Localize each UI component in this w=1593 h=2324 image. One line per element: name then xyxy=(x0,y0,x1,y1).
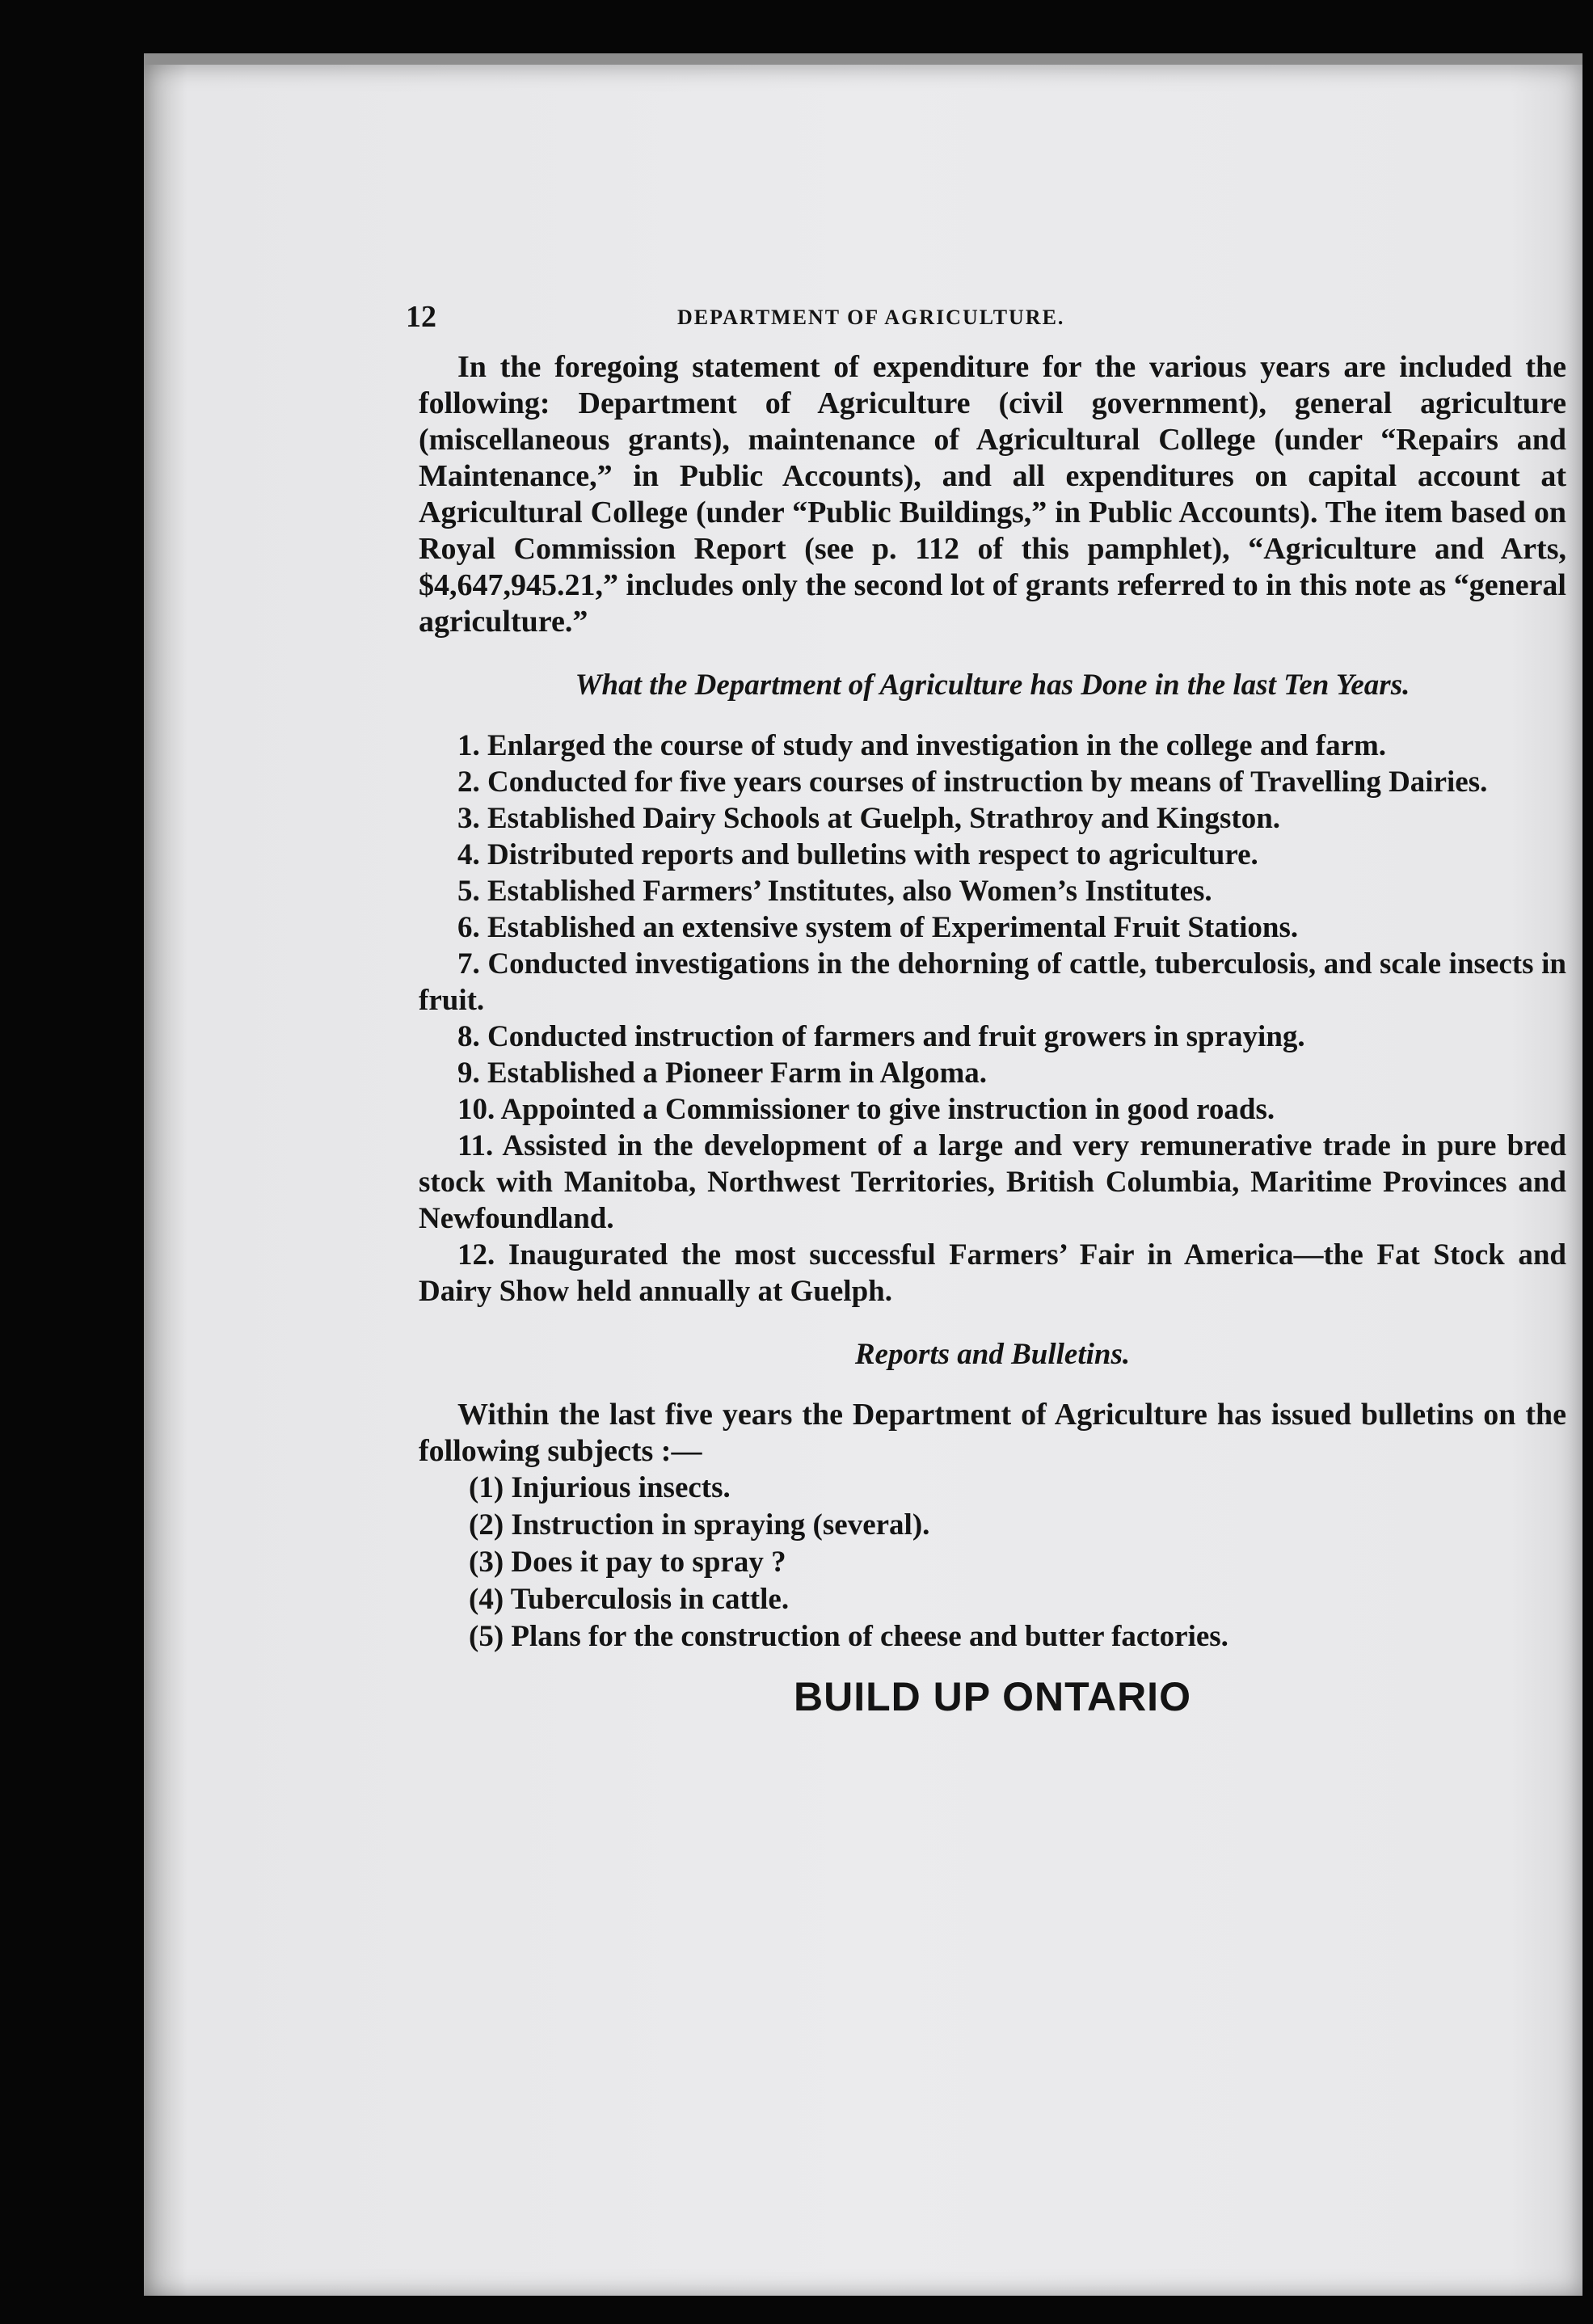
list-item: 12. Inaugurated the most successful Farmers’ Fair in America—the Fat Stock and Dairy Show held annually at Guelph. xyxy=(419,1238,1566,1308)
list-item: 5. Established Farmers’ Institutes, also Women’s Institutes. xyxy=(457,875,1212,908)
running-head-title: DEPARTMENT OF AGRICULTURE. xyxy=(677,306,1065,329)
page-content xyxy=(406,299,1566,1720)
section-heading: What the Department of Agriculture has Done in the last Ten Years. xyxy=(575,669,1410,702)
list-item: (1) Injurious insects. xyxy=(469,1471,731,1504)
list-item: 9. Established a Pioneer Farm in Algoma. xyxy=(457,1057,988,1090)
reports-heading: Reports and Bulletins. xyxy=(854,1338,1131,1371)
list-item: (5) Plans for the construction of cheese and butter factories. xyxy=(469,1620,1228,1653)
reports-intro: Within the last five years the Department of Agriculture has issued bulletins on the following subjects :— xyxy=(419,1398,1566,1468)
intro-paragraph: In the foregoing statement of expenditure for the various years are included the following: Department of Agriculture (civil government), general agriculture (miscellaneous grants), maintenance of Agricultural College (under “Repairs and Maintenance,” in Public Accounts), and all expenditures on capital account at Agricultural College (under “Public Buildings,” in Public Accounts). The item based on Royal Commission Report (see p. 112 of this pamphlet), “Agriculture and Arts, $4,647,945.21,” includes only the second lot of grants referred to in this note as “general agriculture.” xyxy=(419,350,1566,639)
list-item: (2) Instruction in spraying (several). xyxy=(469,1508,930,1542)
list-item: (4) Tuberculosis in cattle. xyxy=(469,1583,790,1616)
achievements-list xyxy=(419,728,1566,1310)
list-item: 6. Established an extensive system of Experimental Fruit Stations. xyxy=(457,911,1299,944)
list-item: 11. Assisted in the development of a large and very remunerative trade in pure bred stock with Manitoba, Northwest Territories, British Columbia, Maritime Provinces and Newfoundland. xyxy=(419,1129,1566,1235)
list-item: 4. Distributed reports and bulletins with respect to agriculture. xyxy=(457,838,1258,871)
bulletins-list xyxy=(419,1470,1566,1655)
page-number: 12 xyxy=(406,300,436,334)
list-item: 10. Appointed a Commissioner to give instruction in good roads. xyxy=(457,1093,1275,1126)
list-item: 1. Enlarged the course of study and investigation in the college and farm. xyxy=(457,729,1387,762)
banner-slogan: BUILD UP ONTARIO xyxy=(794,1674,1191,1719)
list-item: (3) Does it pay to spray ? xyxy=(469,1546,786,1579)
list-item: 7. Conducted investigations in the dehorning of cattle, tuberculosis, and scale insects in fruit. xyxy=(419,947,1566,1017)
running-head xyxy=(406,299,1566,340)
list-item: 8. Conducted instruction of farmers and fruit growers in spraying. xyxy=(457,1020,1305,1053)
list-item: 2. Conducted for five years courses of instruction by means of Travelling Dairies. xyxy=(457,766,1488,799)
document-page xyxy=(144,53,1582,2296)
list-item: 3. Established Dairy Schools at Guelph, Strathroy and Kingston. xyxy=(457,802,1281,835)
